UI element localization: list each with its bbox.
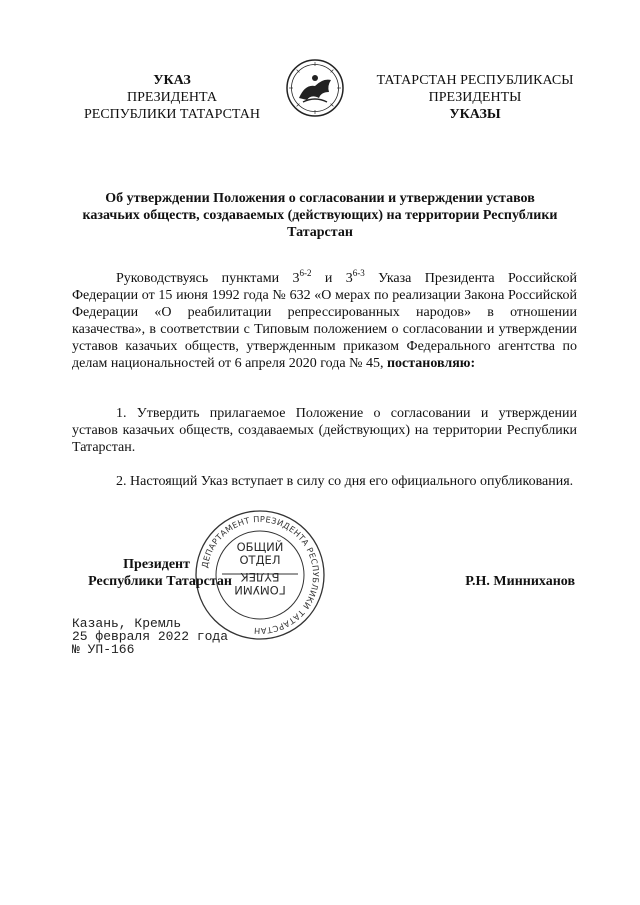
preamble-text-mid: и 3: [311, 271, 353, 286]
preamble-sup1: 6-2: [299, 268, 312, 278]
item-1: [72, 405, 577, 456]
tatarstan-emblem-icon: [285, 58, 345, 118]
stamp-line3: ГОМУМИ: [234, 583, 286, 597]
signature-position: [72, 556, 232, 590]
stamp-ring-text: ДЕПАРТАМЕНТ ПРЕЗИДЕНТА РЕСПУБЛИКИ ТАТАРСТАН: [199, 513, 322, 637]
document-title: Об утверждении Положения о согласовании и утверждении уставов казачьих обществ, создаваемых (действующих) на территории Республики Татарстан: [82, 191, 558, 240]
preamble-paragraph: [72, 270, 577, 372]
preamble-text-before: Руководствуясь пунктами 3: [116, 271, 300, 286]
header-left: [62, 72, 282, 123]
header-right: [352, 72, 598, 123]
footer-date: 25 февраля 2022 года: [72, 629, 229, 644]
stamp-line2: ОТДЕЛ: [239, 553, 281, 567]
preamble-text-after: Указа Президента Российской Федерации от 15 июня 1992 года № 632 «О мерах по реализации Закона Российской Федерации «О реабилитации репрессированных народов» в отношении казачества», в соответствии с Типовым положением о согласовании и утверждении уставов казачьих обществ, утвержденным приказом Федерального агентства по делам национальностей от 6 апреля 2020 года № 45,: [72, 271, 577, 371]
preamble-sup2: 6-3: [352, 268, 365, 278]
header-left-line1: УКАЗ: [153, 73, 191, 88]
header-right-line3: УКАЗЫ: [449, 107, 501, 122]
stamp-line4: БҮЛЕК: [240, 570, 280, 584]
preamble-decree: постановляю:: [386, 356, 476, 371]
header-right-line2: ПРЕЗИДЕНТЫ: [428, 90, 522, 105]
signature-position-line1: Президент: [123, 557, 190, 572]
item-2: [72, 473, 577, 490]
header-left-line2: ПРЕЗИДЕНТА: [127, 90, 217, 105]
item-2-text: 2. Настоящий Указ вступает в силу со дня его официального опубликования.: [116, 474, 574, 489]
signature-name: Р.Н. Минниханов: [465, 574, 575, 589]
stamp-center: [228, 541, 292, 596]
footer-place: Казань, Кремль: [72, 616, 182, 631]
document-footer: [72, 617, 228, 656]
header-right-line1: ТАТАРСТАН РЕСПУБЛИКАСЫ: [376, 73, 574, 88]
item-1-text: 1. Утвердить прилагаемое Положение о согласовании и утверждении уставов казачьих обществ, создаваемых (действующих) на территории Республики Татарстан.: [72, 406, 577, 455]
stamp-line1: ОБЩИЙ: [236, 540, 284, 554]
footer-number: № УП-166: [72, 642, 135, 657]
signature-position-line2: Республики Татарстан: [88, 574, 232, 589]
header-left-line3: РЕСПУБЛИКИ ТАТАРСТАН: [83, 107, 260, 122]
